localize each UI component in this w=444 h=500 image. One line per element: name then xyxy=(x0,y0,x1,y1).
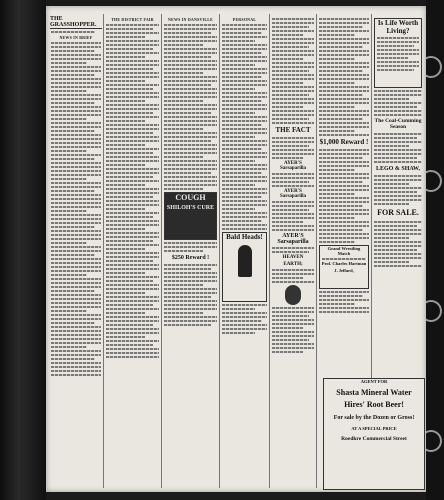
section-heading: THE DISTRICT FAIR xyxy=(111,17,154,22)
shasta-ad xyxy=(323,378,425,490)
column-rule xyxy=(316,14,317,488)
column-1 xyxy=(50,16,102,486)
ayers-ad: AYER'S Sarsaparilla xyxy=(277,233,309,245)
life-worth-living-ad xyxy=(374,18,422,88)
ad-name: J. Jeffard, xyxy=(334,267,354,273)
wrestling-ad xyxy=(319,245,369,289)
ad-title: Grand Wrestling Match xyxy=(327,246,361,256)
ayers-ad: AYER'S Sarsaparilla xyxy=(279,189,307,199)
section-heading: NEWS IN DANSVILLE xyxy=(168,17,213,22)
lego-shaw-ad: LEGO & SHAW, xyxy=(376,166,420,172)
reward-1000: $1,000 Reward ! xyxy=(319,138,369,146)
ayers-ad: AYER'S Sarsaparilla xyxy=(279,161,307,171)
portrait-icon xyxy=(285,285,301,305)
column-4 xyxy=(221,16,268,486)
cough-cure-ad xyxy=(164,192,217,240)
section-heading: NEWS IN BRIEF xyxy=(59,35,93,40)
column-rule xyxy=(161,14,162,488)
ad-title: Bald Heads! xyxy=(226,233,263,241)
ad-address: Roedkre Commercial Street xyxy=(341,436,407,442)
ad-title: Is Life Worth Living? xyxy=(377,19,419,35)
reward-250: $250 Reward ! xyxy=(171,255,210,261)
column-rule xyxy=(219,14,220,488)
ad-subtitle: Hires' Root Beer! xyxy=(344,399,404,409)
the-fact-ad: THE FACT xyxy=(275,126,311,134)
ad-name: Prof. Charles Hartman xyxy=(321,261,367,266)
column-2 xyxy=(105,16,160,486)
coal-season-ad: The Coal-Cumming Season xyxy=(374,118,422,130)
earth-ad: EARTH; xyxy=(283,262,303,267)
column-rule xyxy=(103,14,104,488)
binder-edge xyxy=(0,0,46,500)
ad-title: COUGH xyxy=(175,193,206,202)
newspaper-page xyxy=(46,6,426,492)
section-heading: PERSONAL xyxy=(232,17,257,22)
masthead: THE GRASSHOPPER. xyxy=(50,16,102,29)
ad-subtitle: SHILOH'S CURE xyxy=(166,205,215,211)
bald-heads-ad xyxy=(222,232,267,302)
column-3 xyxy=(163,16,218,486)
heaven-ad: HEAVEN xyxy=(282,255,304,260)
column-5 xyxy=(271,16,315,486)
woman-silhouette-icon xyxy=(238,245,252,277)
ad-line: For sale by the Dozen or Gross! xyxy=(333,414,415,421)
column-rule xyxy=(269,14,270,488)
ad-title: Shasta Mineral Water xyxy=(336,387,412,397)
ad-agent: AGENT FOR xyxy=(360,379,388,384)
ad-line: AT A SPECIAL PRICE xyxy=(351,425,397,431)
for-sale-ad: FOR SALE. xyxy=(377,208,419,217)
